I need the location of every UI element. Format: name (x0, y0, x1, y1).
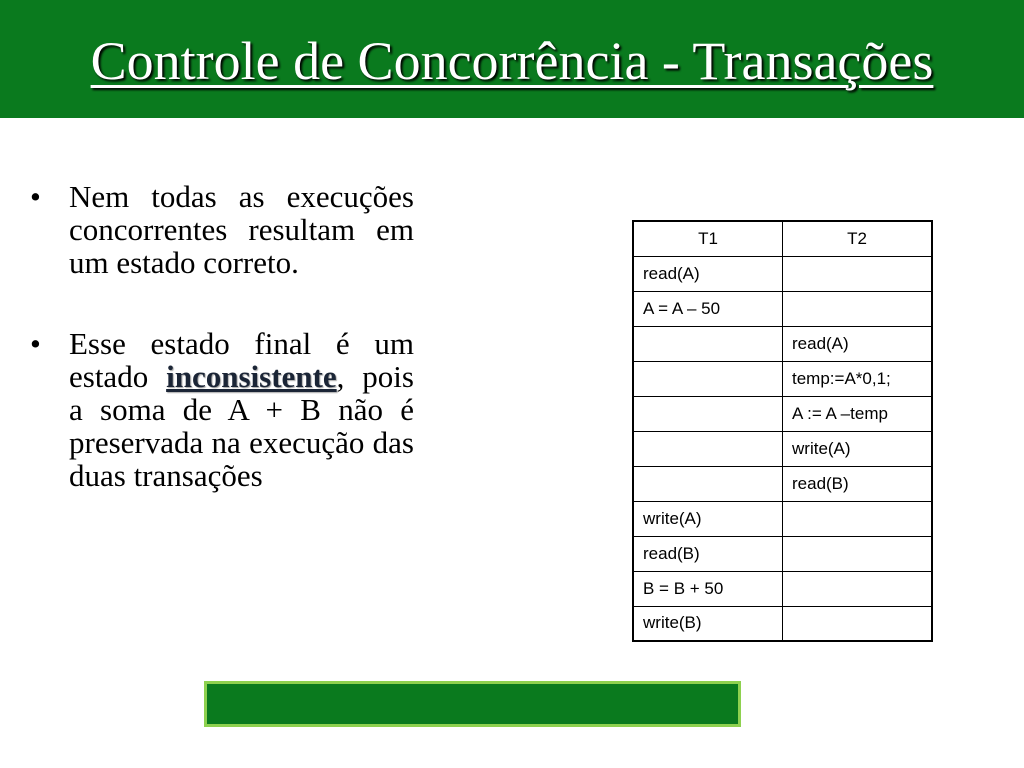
table-cell-t1: A = A – 50 (633, 291, 783, 326)
schedule-table (632, 220, 933, 642)
bullet-dot-icon: • (30, 326, 41, 361)
slide-title: Controle de Concorrência - Transações (90, 31, 934, 91)
bullet-text-2-start: Esse estado final é um estado (69, 326, 414, 394)
table-row (633, 396, 932, 431)
table-cell-t2 (783, 256, 933, 291)
bullet-text-1: Nem todas as execuções concorrentes resultam em um estado correto. (69, 179, 414, 280)
table-cell-t2: read(A) (783, 326, 933, 361)
keyword-inconsistente: inconsistente (166, 359, 337, 394)
table-row (633, 256, 932, 291)
bullet-item-1 (30, 180, 414, 279)
table-cell-t1 (633, 431, 783, 466)
table-cell-t2: A := A –temp (783, 396, 933, 431)
table-cell-t1: read(B) (633, 536, 783, 571)
table-cell-t1: B = B + 50 (633, 571, 783, 606)
table-row (633, 606, 932, 641)
table-cell-t2 (783, 291, 933, 326)
table-cell-t1 (633, 396, 783, 431)
header-t2: T2 (783, 221, 933, 256)
table-row (633, 571, 932, 606)
table-cell-t2 (783, 536, 933, 571)
table-row (633, 501, 932, 536)
caption-box (204, 681, 741, 756)
table-cell-t1: write(B) (633, 606, 783, 641)
table-cell-t2: temp:=A*0,1; (783, 361, 933, 396)
table-row (633, 291, 932, 326)
header-t1: T1 (633, 221, 783, 256)
table-cell-t1 (633, 466, 783, 501)
caption-text: Escala Concorrente ou execução não-serial (228, 731, 636, 756)
table-cell-t2 (783, 501, 933, 536)
table-header-row (633, 221, 932, 256)
table-row (633, 326, 932, 361)
bullet-item-2 (30, 327, 414, 492)
table-cell-t1 (633, 361, 783, 396)
table-cell-t1: read(A) (633, 256, 783, 291)
table-cell-t2: read(B) (783, 466, 933, 501)
table-cell-t2: write(A) (783, 431, 933, 466)
table-cell-t2 (783, 606, 933, 641)
bullet-dot-icon: • (30, 179, 41, 214)
table-row (633, 536, 932, 571)
table-cell-t1 (633, 326, 783, 361)
bullet-text-2-end: , pois a soma de A + B não é preservada na execução das duas transações (69, 359, 414, 493)
bullet-list (30, 180, 414, 492)
table-row (633, 431, 932, 466)
table-row (633, 361, 932, 396)
table-cell-t2 (783, 571, 933, 606)
table-row (633, 466, 932, 501)
title-bar (0, 0, 1024, 118)
table-cell-t1: write(A) (633, 501, 783, 536)
